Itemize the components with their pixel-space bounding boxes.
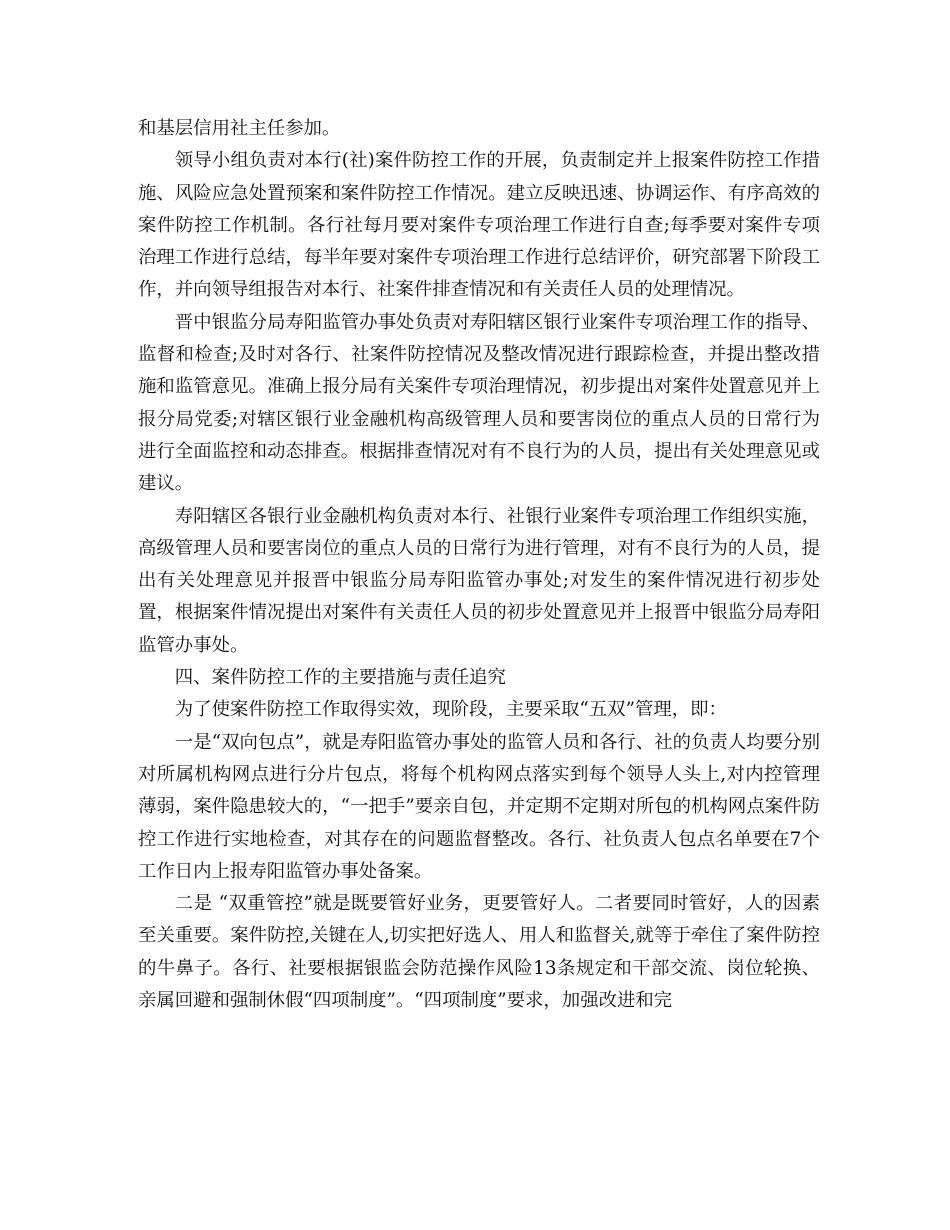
document-body: [138, 113, 820, 1017]
paragraph-6: 为了使案件防控工作取得实效，现阶段，主要采取“五双”管理，即：: [174, 699, 727, 721]
paragraph-3: 晋中银监分局寿阳监管办事处负责对寿阳辖区银行业案件专项治理工作的指导、监督和检查;及时对各行、社案件防控情况及整改情况进行跟踪检查，并提出整改措施和监管意见。准确上报分局有关案件专项治理情况，初步提出对案件处置意见并上报分局党委;对辖区银行业金融机构高级管理人员和要害岗位的重点人员的日常行为进行全面监控和动态排查。根据排查情况对有不良行为的人员，提出有关处理意见或建议。: [138, 311, 820, 495]
paragraph-4: 寿阳辖区各银行业金融机构负责对本行、社银行业案件专项治理工作组织实施，高级管理人员和要害岗位的重点人员的日常行为进行管理，对有不良行为的人员，提出有关处理意见并报晋中银监分局寿阳监管办事处;对发生的案件情况进行初步处置，根据案件情况提出对案件有关责任人员的初步处置意见并上报晋中银监分局寿阳监管办事处。: [138, 505, 820, 656]
paragraph-1: 和基层信用社主任参加。: [138, 118, 341, 139]
paragraph-2: 领导小组负责对本行(社)案件防控工作的开展，负责制定并上报案件防控工作措施、风险应急处置预案和案件防控工作情况。建立反映迅速、协调运作、有序高效的案件防控工作机制。各行社每月要对案件专项治理工作进行自查;每季要对案件专项治理工作进行总结，每半年要对案件专项治理工作进行总结评价，研究部署下阶段工作，并向领导组报告对本行、社案件排查情况和有关责任人员的处理情况。: [138, 150, 820, 301]
section-heading: 四、案件防控工作的主要措施与责任追究: [174, 667, 506, 689]
paragraph-7: 一是“双向包点”，就是寿阳监管办事处的监管人员和各行、社的负责人均要分别对所属机构网点进行分片包点，将每个机构网点落实到每个领导人头上,对内控管理薄弱，案件隐患较大的，“一把手”要亲自包，并定期不定期对所包的机构网点案件防控工作进行实地检查，对其存在的问题监督整改。各行、社负责人包点名单要在7个工作日内上报寿阳监管办事处备案。: [138, 731, 820, 882]
paragraph-8: 二是 “双重管控”就是既要管好业务，更要管好人。二者要同时管好，人的因素至关重要。案件防控,关键在人,切实把好选人、用人和监督关,就等于牵住了案件防控的牛鼻子。各行、社要根据银监会防范操作风险13条规定和干部交流、岗位轮换、亲属回避和强制休假“四项制度”。“四项制度”要求，加强改进和完: [138, 893, 820, 1012]
